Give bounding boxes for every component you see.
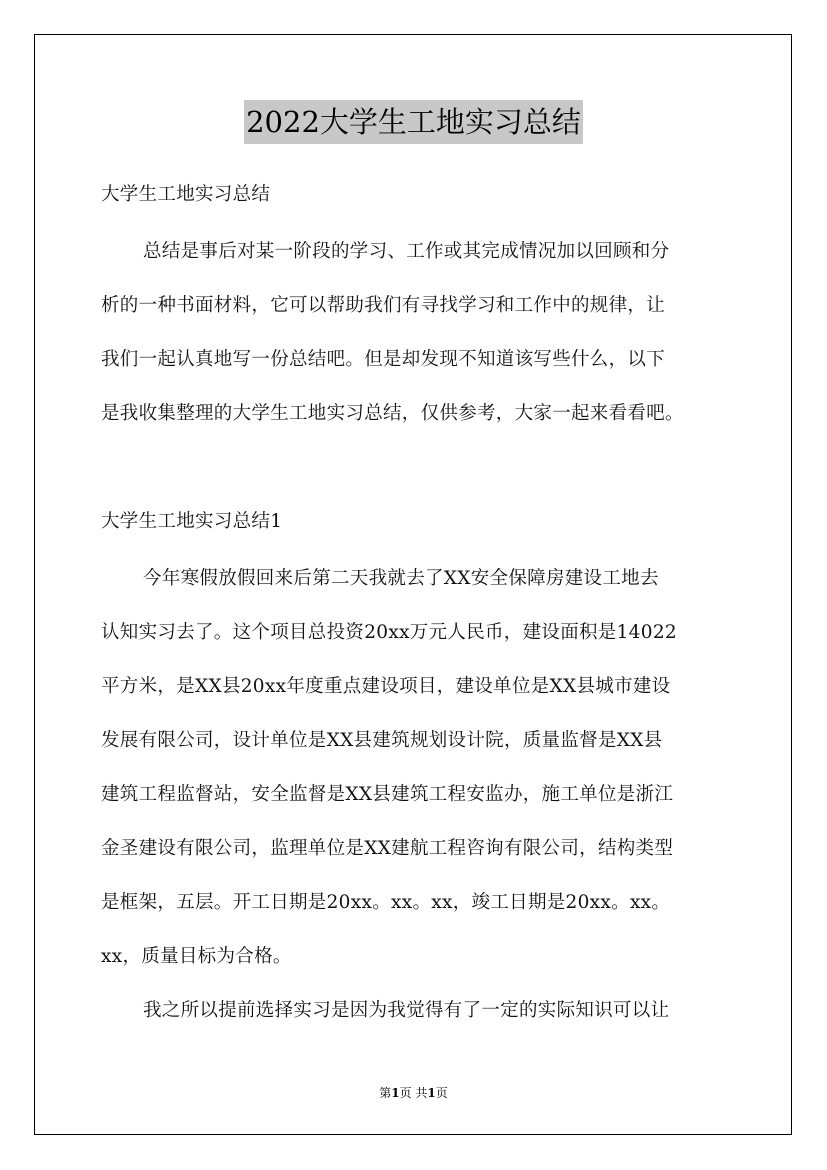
paragraph-line: 是框架，五层。开工日期是20xx。xx。xx，竣工日期是20xx。xx。 <box>101 892 671 913</box>
paragraph-line: 金圣建设有限公司，监理单位是XX建航工程咨询有限公司，结构类型 <box>101 838 674 859</box>
title-container <box>0 100 827 144</box>
footer-page-total: 1 <box>427 1086 436 1100</box>
paragraph-line: 我们一起认真地写一份总结吧。但是却发现不知道该写些什么，以下 <box>101 349 666 370</box>
footer-prefix: 第 <box>379 1086 392 1100</box>
section-heading: 大学生工地实习总结 <box>101 184 271 205</box>
paragraph-line: 是我收集整理的大学生工地实习总结，仅供参考，大家一起来看看吧。 <box>101 403 684 424</box>
page-footer <box>0 1084 827 1101</box>
footer-mid: 页 共 <box>399 1086 428 1100</box>
footer-suffix: 页 <box>435 1086 448 1100</box>
footer-page-number: 1 <box>391 1086 400 1100</box>
paragraph-line: 今年寒假放假回来后第二天我就去了XX安全保障房建设工地去 <box>143 568 659 589</box>
document-title: 2022大学生工地实习总结 <box>244 100 583 144</box>
paragraph-line: 总结是事后对某一阶段的学习、工作或其完成情况加以回顾和分 <box>143 241 670 262</box>
paragraph-line: 建筑工程监督站，安全监督是XX县建筑工程安监办，施工单位是浙江 <box>101 784 674 805</box>
paragraph-line: 平方米，是XX县20xx年度重点建设项目，建设单位是XX县城市建设 <box>101 676 671 697</box>
section-heading: 大学生工地实习总结1 <box>101 511 283 532</box>
paragraph-line: 认知实习去了。这个项目总投资20xx万元人民币，建设面积是14022 <box>101 622 677 643</box>
paragraph-line: 发展有限公司，设计单位是XX县建筑规划设计院，质量监督是XX县 <box>101 730 663 751</box>
paragraph-line: 我之所以提前选择实习是因为我觉得有了一定的实际知识可以让 <box>143 1000 670 1021</box>
paragraph-line: 析的一种书面材料，它可以帮助我们有寻找学习和工作中的规律，让 <box>101 295 666 316</box>
paragraph-line: xx，质量目标为合格。 <box>101 946 292 967</box>
